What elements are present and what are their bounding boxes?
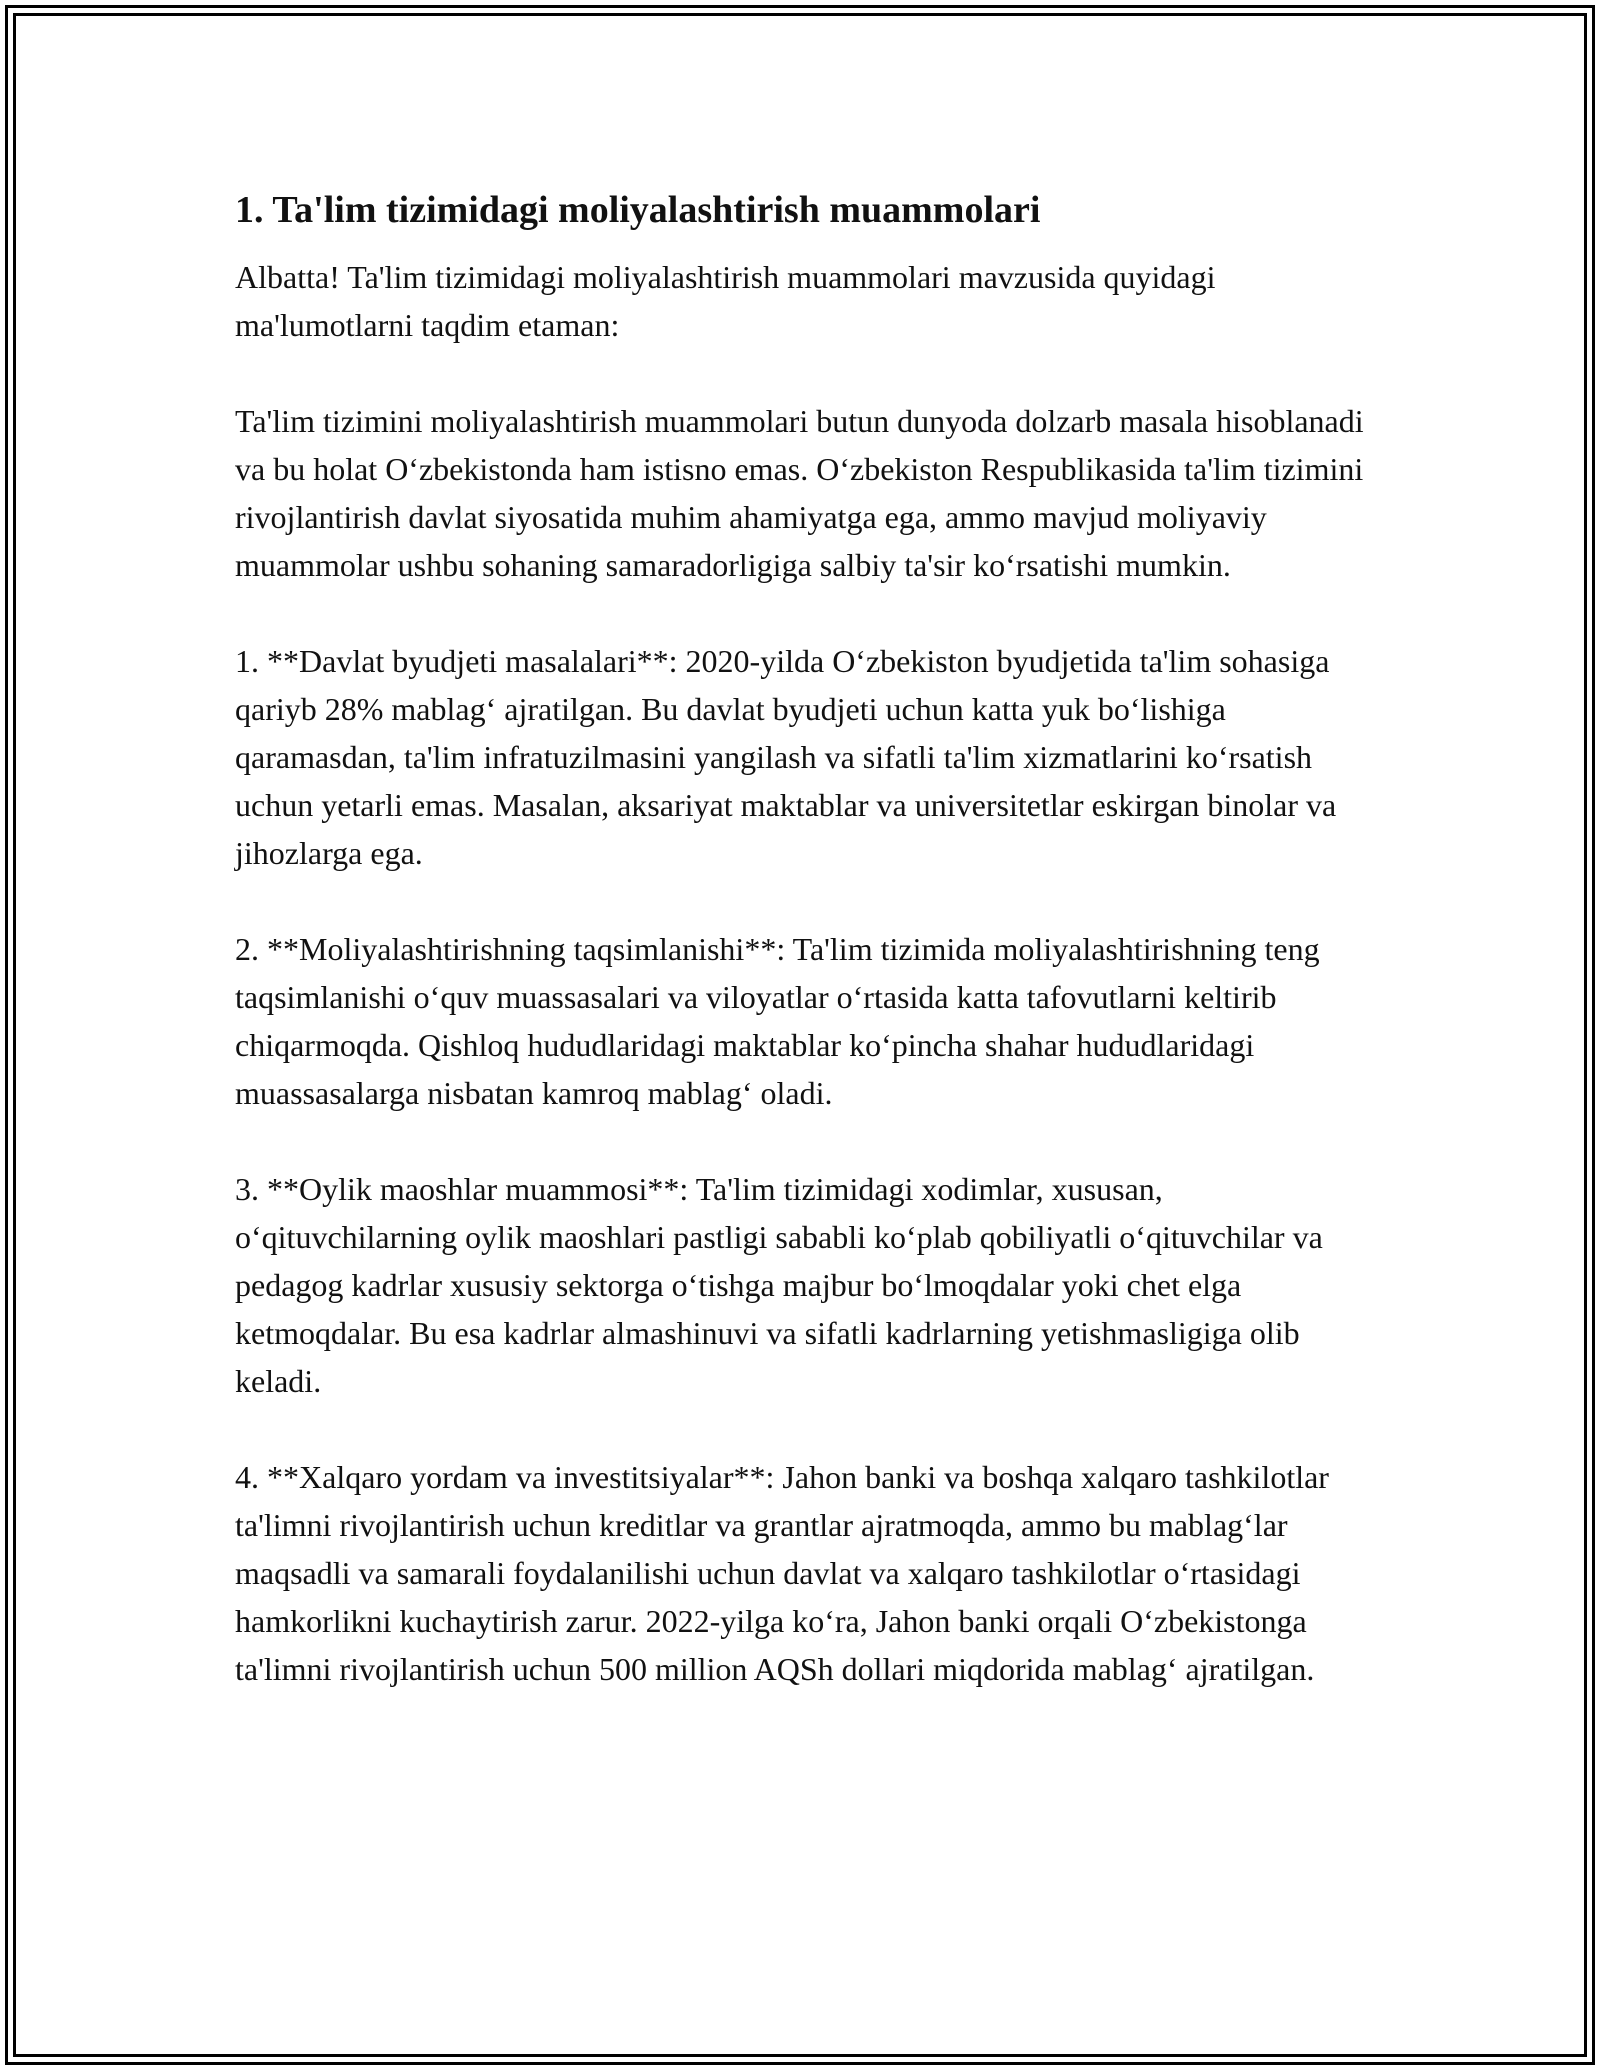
point-4-paragraph: 4. **Xalqaro yordam va investitsiyalar**: Jahon banki va boshqa xalqaro tashkilotlar ta'limni rivojlantirish uchun kreditlar va grantlar ajratmoqda, ammo bu mablag‘lar maqsadli va samarali foydalanilishi uchun davlat va xalqaro tashkilotlar o‘rtasidagi hamkorlikni kuchaytirish zarur. 2022-yilga ko‘ra, Jahon banki orqali O‘zbekistonga ta'limni rivojlantirish uchun 500 million AQSh dollari miqdorida mablag‘ ajratilgan. [235,1459,1329,1687]
document-body [235,185,1365,1741]
point-3-paragraph: 3. **Oylik maoshlar muammosi**: Ta'lim tizimidagi xodimlar, xususan, o‘qituvchilarning oylik maoshlari pastligi sababli ko‘plab qobiliyatli o‘qituvchilar va pedagog kadrlar xususiy sektorga o‘tishga majbur bo‘lmoqdalar yoki chet elga ketmoqdalar. Bu esa kadrlar almashinuvi va sifatli kadrlarning yetishmasligiga olib keladi. [235,1171,1323,1399]
intro-paragraph: Albatta! Ta'lim tizimidagi moliyalashtirish muammolari mavzusida quyidagi ma'lumotlarni taqdim etaman: [235,259,1216,343]
document-title: 1. Ta'lim tizimidagi moliyalashtirish muammolari [235,189,1041,231]
context-paragraph: Ta'lim tizimini moliyalashtirish muammolari butun dunyoda dolzarb masala hisoblanadi va bu holat O‘zbekistonda ham istisno emas. O‘zbekiston Respublikasida ta'lim tizimini rivojlantirish davlat siyosatida muhim ahamiyatga ega, ammo mavjud moliyaviy muammolar ushbu sohaning samaradorligiga salbiy ta'sir ko‘rsatishi mumkin. [235,403,1364,583]
point-2-paragraph: 2. **Moliyalashtirishning taqsimlanishi**: Ta'lim tizimida moliyalashtirishning teng taqsimlanishi o‘quv muassasalari va viloyatlar o‘rtasida katta tafovutlarni keltirib chiqarmoqda. Qishloq hududlaridagi maktablar ko‘pincha shahar hududlaridagi muassasalarga nisbatan kamroq mablag‘ oladi. [235,931,1320,1111]
point-1-paragraph: 1. **Davlat byudjeti masalalari**: 2020-yilda O‘zbekiston byudjetida ta'lim sohasiga qariyb 28% mablag‘ ajratilgan. Bu davlat byudjeti uchun katta yuk bo‘lishiga qaramasdan, ta'lim infratuzilmasini yangilash va sifatli ta'lim xizmatlarini ko‘rsatish uchun yetarli emas. Masalan, aksariyat maktablar va universitetlar eskirgan binolar va jihozlarga ega. [235,643,1337,871]
